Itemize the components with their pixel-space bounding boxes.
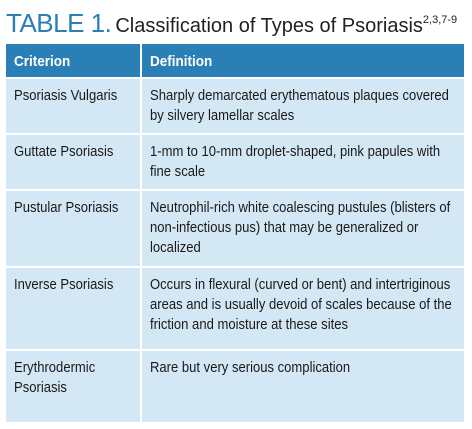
table-row xyxy=(6,133,464,189)
definition-cell: Sharply demarcated erythematous plaques covered by silvery lamellar scales xyxy=(140,79,464,133)
definition-cell: Rare but very serious complication xyxy=(140,351,464,422)
criterion-cell: Erythrodermic Psoriasis xyxy=(14,360,96,396)
header-criterion: Criterion xyxy=(14,53,71,70)
table-row xyxy=(6,189,464,266)
table-number: TABLE 1. xyxy=(6,8,112,38)
criterion-cell: Inverse Psoriasis xyxy=(14,277,114,293)
classification-table xyxy=(6,44,464,422)
table-row xyxy=(6,266,464,349)
table-row xyxy=(6,349,464,422)
definition-cell: Occurs in flexural (curved or bent) and intertriginous areas and is usually devoid of scales because of the friction and moisture at these sites xyxy=(140,268,464,349)
criterion-cell: Guttate Psoriasis xyxy=(14,144,114,160)
definition-cell: 1-mm to 10-mm droplet-shaped, pink papules with fine scale xyxy=(140,135,464,189)
table-title xyxy=(6,4,457,36)
table-header-row xyxy=(6,44,464,77)
table-title-text: Classification of Types of Psoriasis xyxy=(115,15,423,37)
reference-superscript: 2,3,7-9 xyxy=(422,14,458,26)
criterion-cell: Pustular Psoriasis xyxy=(14,200,119,216)
header-definition: Definition xyxy=(140,44,464,77)
table-row xyxy=(6,77,464,133)
criterion-cell: Psoriasis Vulgaris xyxy=(14,88,118,104)
definition-cell: Neutrophil-rich white coalescing pustules (blisters of non-infectious pus) that may be generalized or localized xyxy=(140,191,464,266)
